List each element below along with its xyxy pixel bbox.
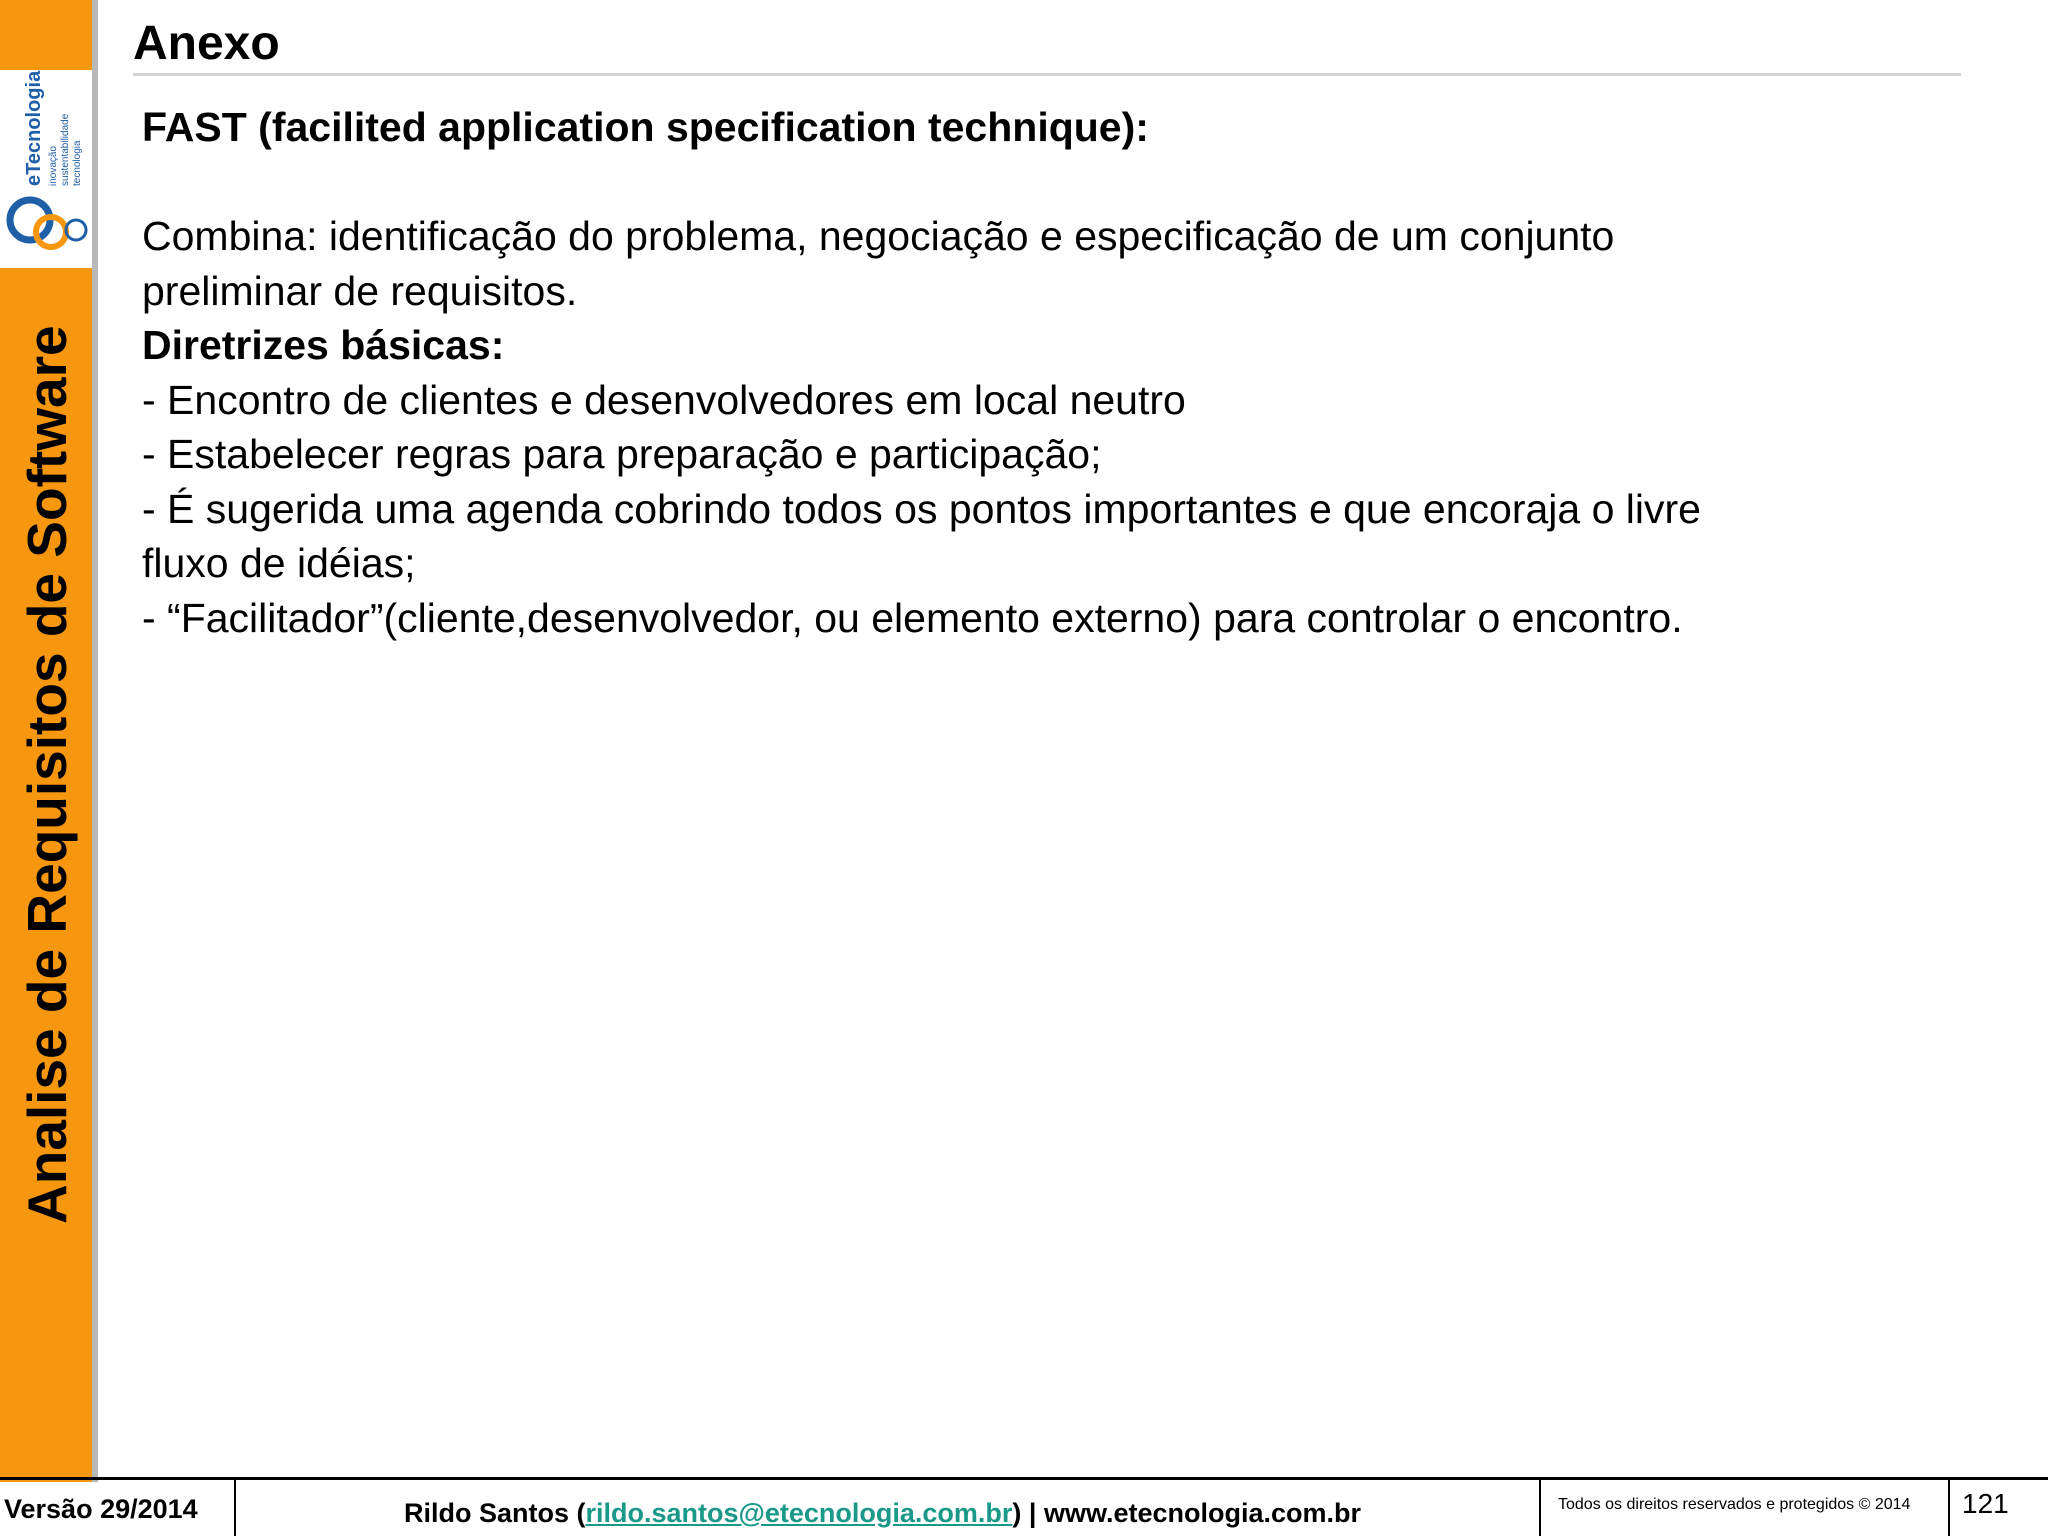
footer-author-prefix: Rildo Santos ( xyxy=(404,1498,586,1528)
list-item: - Encontro de clientes e desenvolvedores em local neutro xyxy=(142,376,1186,423)
sidebar xyxy=(0,0,98,1482)
footer-rights: Todos os direitos reservados e protegidos © 2014 xyxy=(1558,1496,1911,1513)
page-title: Anexo xyxy=(133,17,280,70)
list-item: - É sugerida uma agenda cobrindo todos os pontos importantes e que encoraja o livre xyxy=(142,485,1701,532)
header-divider xyxy=(133,73,1961,76)
guidelines-heading: Diretrizes básicas: xyxy=(142,322,505,368)
footer-separator xyxy=(1948,1480,1950,1536)
footer-author-suffix: ) | www.etecnologia.com.br xyxy=(1012,1498,1362,1528)
list-item: - Estabelecer regras para preparação e participação; xyxy=(142,431,1102,477)
slide-content xyxy=(142,100,1942,645)
footer-version: Versão 29/2014 xyxy=(4,1494,198,1524)
page-number: 121 xyxy=(1962,1488,2009,1519)
logo-tagline-3: tecnologia xyxy=(72,140,83,186)
spacer xyxy=(142,155,1942,210)
section-heading: FAST (facilited application specification technique): xyxy=(142,104,1149,150)
list-item: - “Facilitador”(cliente,desenvolvedor, ou elemento externo) para controlar o encontro. xyxy=(142,594,1683,641)
footer-author xyxy=(404,1498,1361,1529)
sidebar-title xyxy=(0,282,92,1232)
list-item: fluxo de idéias; xyxy=(142,540,416,586)
footer-separator xyxy=(234,1480,236,1536)
logo-tagline-1: inovação xyxy=(48,145,59,186)
sidebar-title-text: Analise de Requisitos de Software xyxy=(16,325,78,1224)
logo-tagline-2: sustentabilidade xyxy=(60,113,71,186)
footer-divider xyxy=(0,1477,2048,1480)
logo-brand-text: eTecnologia xyxy=(23,70,45,186)
intro-line-2: preliminar de requisitos. xyxy=(142,267,578,314)
logo-rings-icon xyxy=(4,120,94,260)
intro-line-1: Combina: identificação do problema, negociação e especificação de um conjunto xyxy=(142,213,1615,259)
footer-separator xyxy=(1539,1480,1541,1536)
email-link[interactable]: rildo.santos@etecnologia.com.br xyxy=(585,1498,1013,1528)
